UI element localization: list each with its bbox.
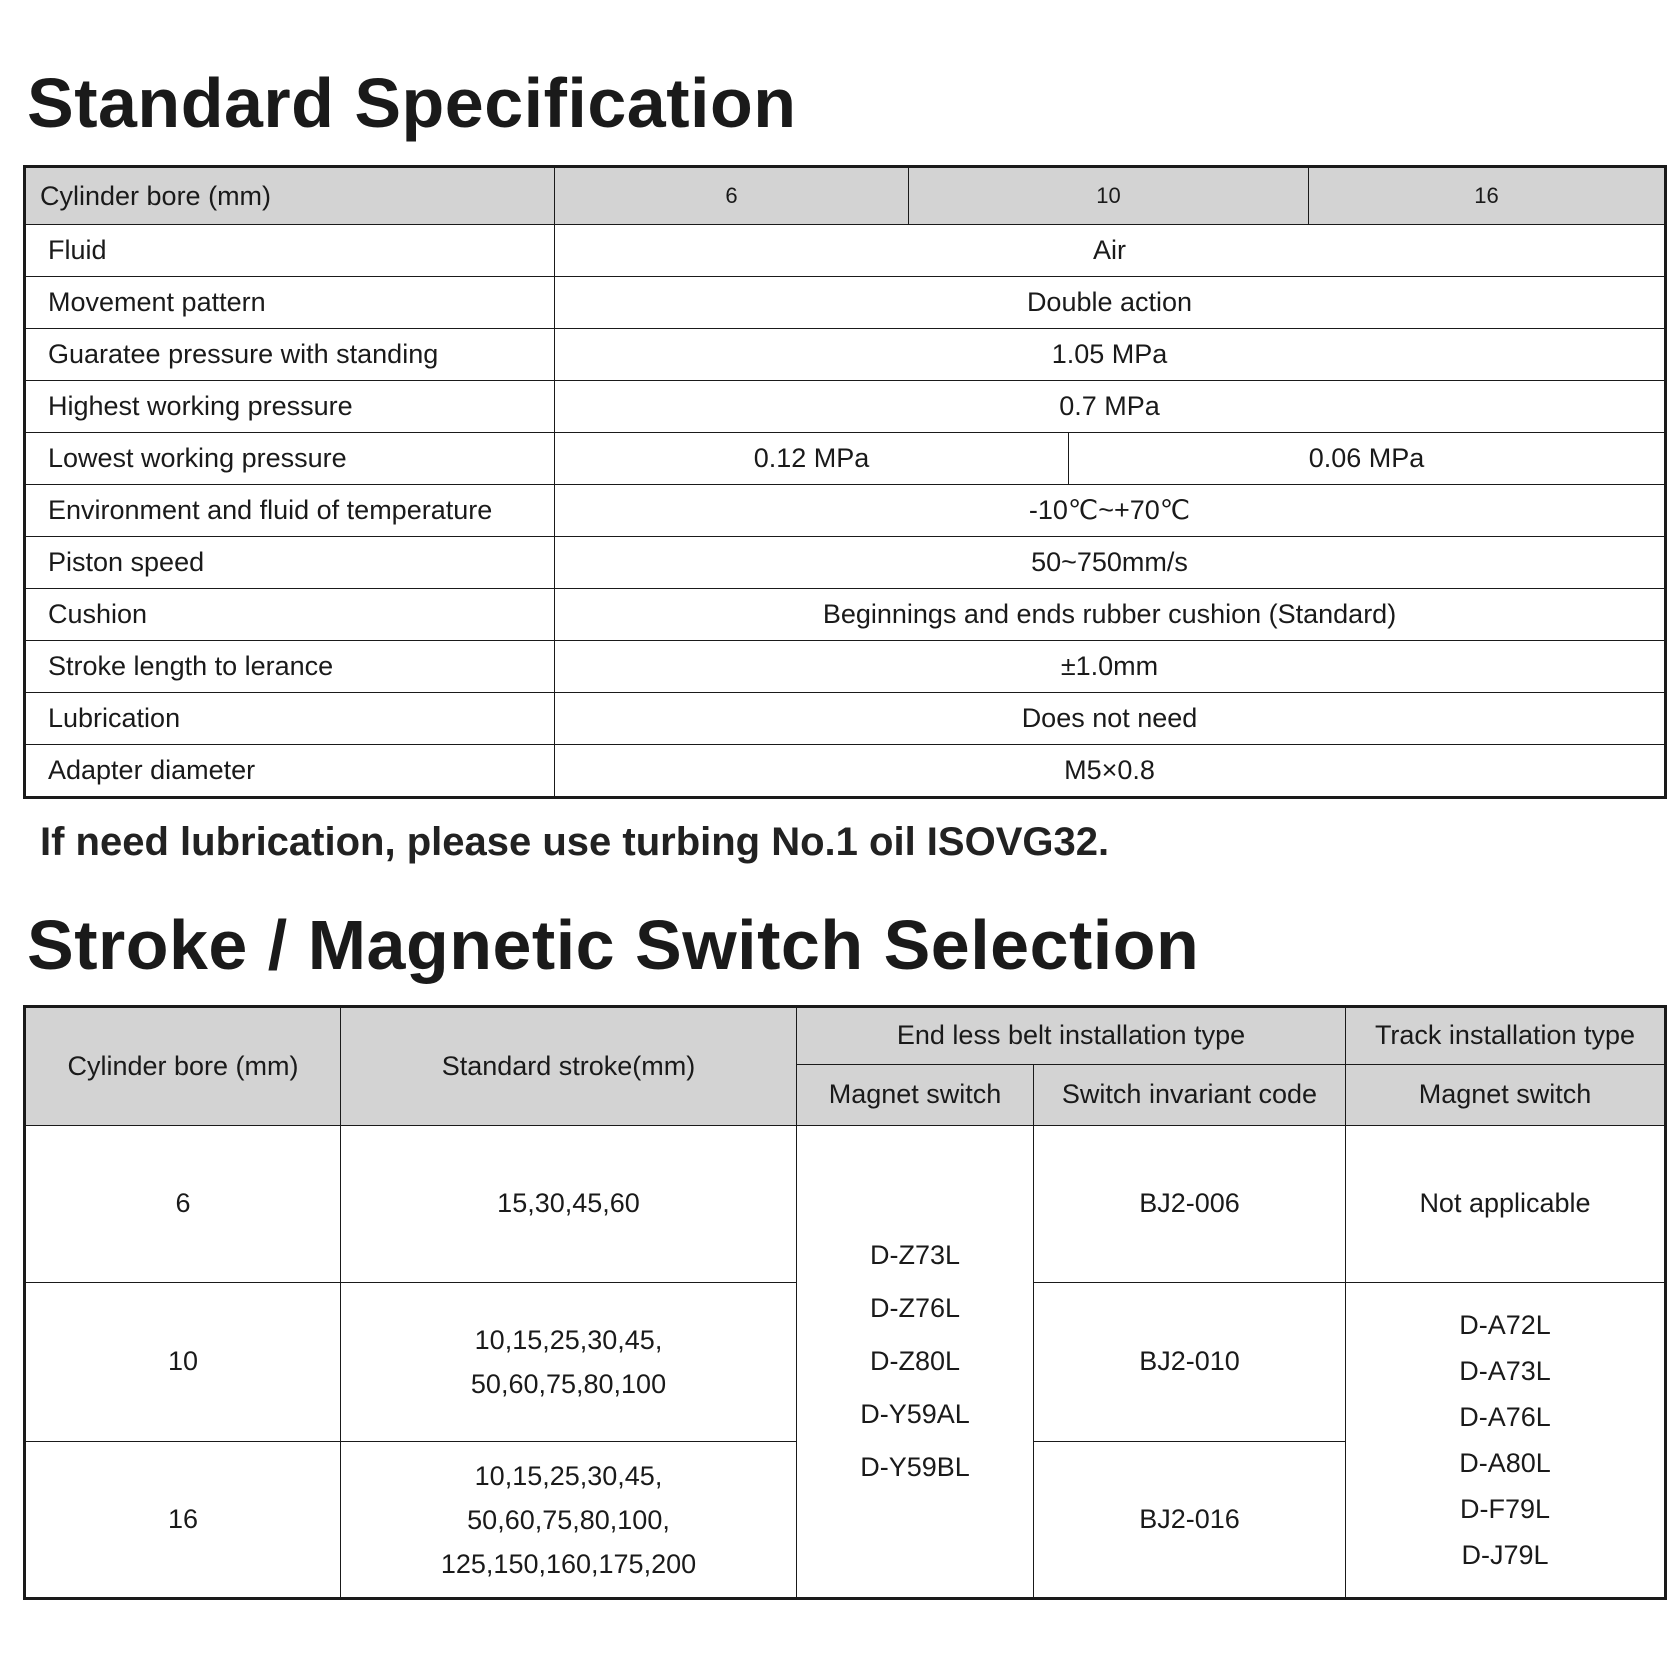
spec-row-value-a: 0.12 MPa — [555, 433, 1069, 485]
header-switch-code: Switch invariant code — [1034, 1065, 1346, 1126]
spec-row-value: M5×0.8 — [555, 745, 1666, 798]
spec-row-value: Double action — [555, 277, 1666, 329]
selection-row-bore-6 — [25, 1126, 1666, 1283]
spec-row-lubrication — [25, 693, 1666, 745]
spec-table — [23, 165, 1667, 799]
lubrication-note: If need lubrication, please use turbing No.1 oil ISOVG32. — [40, 820, 1110, 864]
spec-row-label: Environment and fluid of temperature — [25, 485, 555, 537]
spec-row-label: Guaratee pressure with standing — [25, 329, 555, 381]
selection-table — [23, 1005, 1667, 1600]
switch-item: D-Y59AL — [860, 1399, 970, 1429]
switch-item: D-A72L — [1459, 1310, 1551, 1340]
header-cylinder-bore: Cylinder bore (mm) — [25, 1007, 341, 1126]
spec-row-cushion — [25, 589, 1666, 641]
selection-title: Stroke / Magnetic Switch Selection — [27, 906, 1200, 984]
spec-row-highest-pressure — [25, 381, 1666, 433]
switch-item: D-Y59BL — [860, 1452, 970, 1482]
spec-row-label: Lubrication — [25, 693, 555, 745]
stroke-line: 50,60,75,80,100, — [467, 1504, 670, 1535]
bore-value: 16 — [25, 1442, 341, 1599]
endless-switch-list — [797, 1126, 1034, 1599]
spec-row-lowest-pressure — [25, 433, 1666, 485]
stroke-line: 125,150,160,175,200 — [440, 1548, 697, 1579]
bore-value: 6 — [25, 1126, 341, 1283]
switch-item: D-A73L — [1459, 1356, 1551, 1386]
switch-item: D-A76L — [1459, 1402, 1551, 1432]
header-endless-belt-type: End less belt installation type — [797, 1007, 1346, 1065]
spec-row-label: Movement pattern — [25, 277, 555, 329]
header-magnet-switch: Magnet switch — [797, 1065, 1034, 1126]
switch-code: BJ2-016 — [1034, 1442, 1346, 1599]
spec-row-movement — [25, 277, 1666, 329]
spec-row-label: Stroke length to lerance — [25, 641, 555, 693]
track-not-applicable: Not applicable — [1346, 1126, 1666, 1283]
bore-value: 10 — [25, 1283, 341, 1442]
stroke-line: 15,30,45,60 — [497, 1188, 640, 1219]
switch-item: D-Z80L — [869, 1346, 961, 1376]
spec-row-label: Fluid — [25, 225, 555, 277]
switch-item: D-A80L — [1459, 1448, 1551, 1478]
spec-row-fluid — [25, 225, 1666, 277]
stroke-values — [341, 1126, 797, 1283]
header-track-type: Track installation type — [1346, 1007, 1666, 1065]
spec-row-value: Beginnings and ends rubber cushion (Standard) — [555, 589, 1666, 641]
bore-16: 16 — [1309, 167, 1666, 225]
spec-row-label: Piston speed — [25, 537, 555, 589]
spec-row-temperature — [25, 485, 1666, 537]
spec-row-guarantee-pressure — [25, 329, 1666, 381]
spec-row-value-b: 0.06 MPa — [1069, 433, 1666, 485]
track-switch-list — [1346, 1283, 1666, 1599]
spec-row-piston-speed — [25, 537, 1666, 589]
spec-row-value: 0.7 MPa — [555, 381, 1666, 433]
switch-code: BJ2-010 — [1034, 1283, 1346, 1442]
spec-row-value: ±1.0mm — [555, 641, 1666, 693]
stroke-values — [341, 1283, 797, 1442]
header-track-magnet-switch: Magnet switch — [1346, 1065, 1666, 1126]
spec-row-adapter — [25, 745, 1666, 798]
switch-code: BJ2-006 — [1034, 1126, 1346, 1283]
spec-header-row — [25, 167, 1666, 225]
selection-header-row — [25, 1007, 1666, 1065]
spec-row-label: Lowest working pressure — [25, 433, 555, 485]
spec-row-label: Adapter diameter — [25, 745, 555, 798]
bore-6: 6 — [555, 167, 909, 225]
spec-row-label: Highest working pressure — [25, 381, 555, 433]
switch-item: D-J79L — [1461, 1540, 1549, 1570]
spec-header-label: Cylinder bore (mm) — [25, 167, 555, 225]
switch-item: D-Z76L — [869, 1293, 961, 1323]
stroke-line: 10,15,25,30,45, — [474, 1460, 663, 1491]
spec-row-label: Cushion — [25, 589, 555, 641]
spec-row-value: Air — [555, 225, 1666, 277]
spec-row-value: 1.05 MPa — [555, 329, 1666, 381]
spec-row-stroke-tolerance — [25, 641, 1666, 693]
stroke-values — [341, 1442, 797, 1599]
bore-10: 10 — [909, 167, 1309, 225]
stroke-line: 50,60,75,80,100 — [470, 1369, 667, 1399]
stroke-line: 10,15,25,30,45, — [474, 1325, 663, 1355]
switch-item: D-F79L — [1459, 1494, 1551, 1524]
spec-row-value: 50~750mm/s — [555, 537, 1666, 589]
switch-item: D-Z73L — [869, 1240, 961, 1270]
spec-title: Standard Specification — [27, 64, 797, 142]
header-standard-stroke: Standard stroke(mm) — [341, 1007, 797, 1126]
spec-row-value: Does not need — [555, 693, 1666, 745]
spec-row-value: -10℃~+70℃ — [555, 485, 1666, 537]
